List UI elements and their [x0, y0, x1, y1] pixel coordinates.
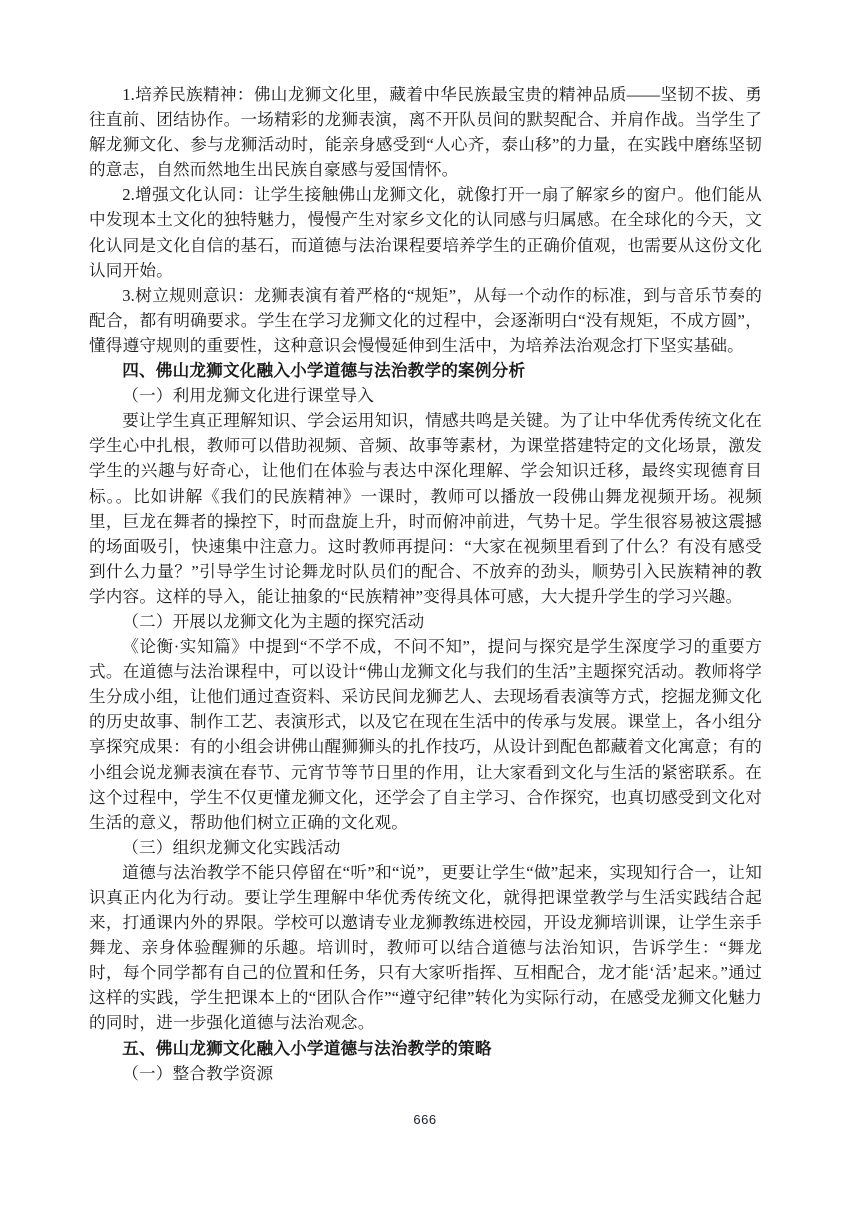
- section-heading: 四、佛山龙狮文化融入小学道德与法治教学的案例分析: [122, 361, 526, 381]
- body-paragraph: 道德与法治教学不能只停留在“听”和“说”，更要让学生“做”起来，实现知行合一，让知识真正内化为行动。要让学生理解中华优秀传统文化，就得把课堂教学与生活实践结合起来，打通课内外的界限。学校可以邀请专业龙狮教练进校园，开设龙狮培训课，让学生亲手舞龙、亲身体验醒狮的乐趣。培训时，教师可以结合道德与法治知识，告诉学生：“舞龙时，每个同学都有自己的位置和任务，只有大家听指挥、互相配合，龙才能‘活’起来。”通过这样的实践，学生把课本上的“团队合作”“遵守纪律”转化为实际行动，在感受龙狮文化魅力的同时，进一步强化道德与法治观念。: [89, 862, 762, 1033]
- subsection-heading: （一）利用龙狮文化进行课堂导入: [122, 386, 375, 406]
- subsection-heading: （一）整合教学资源: [122, 1063, 274, 1083]
- page-number: 666: [413, 1112, 437, 1127]
- section-heading: 五、佛山龙狮文化融入小学道德与法治教学的策略: [122, 1038, 492, 1058]
- body-paragraph: 要让学生真正理解知识、学会运用知识，情感共鸣是关键。为了让中华优秀传统文化在学生心中扎根，教师可以借助视频、音频、故事等素材，为课堂搭建特定的文化场景，激发学生的兴趣与好奇心，让他们在体验与表达中深化理解、学会知识迁移，最终实现德育目标。。比如讲解《我们的民族精神》一课时，教师可以播放一段佛山舞龙视频开场。视频里，巨龙在舞者的操控下，时而盘旋上升，时而俯冲前进，气势十足。学生很容易被这震撼的场面吸引，快速集中注意力。这时教师再提问：“大家在视频里看到了什么？有没有感受到什么力量？”引导学生讨论舞龙时队员们的配合、不放弃的劲头，顺势引入民族精神的教学内容。这样的导入，能让抽象的“民族精神”变得具体可感，大大提升学生的学习兴趣。: [89, 411, 762, 606]
- body-paragraph: 《论衡·实知篇》中提到“不学不成，不问不知”，提问与探究是学生深度学习的重要方式。在道德与法治课程中，可以设计“佛山龙狮文化与我们的生活”主题探究活动。教师将学生分成小组，让他们通过查资料、采访民间龙狮艺人、去现场看表演等方式，挖掘龙狮文化的历史故事、制作工艺、表演形式，以及它在现在生活中的传承与发展。课堂上，各小组分享探究成果：有的小组会讲佛山醒狮狮头的扎作技巧，从设计到配色都藏着文化寓意；有的小组会说龙狮表演在春节、元宵节等节日里的作用，让大家看到文化与生活的紧密联系。在这个过程中，学生不仅更懂龙狮文化，还学会了自主学习、合作探究，也真切感受到文化对生活的意义，帮助他们树立正确的文化观。: [89, 637, 762, 832]
- document-body: [89, 82, 762, 1086]
- subsection-heading: （三）组织龙狮文化实践活动: [122, 837, 341, 857]
- body-paragraph: 1.培养民族精神：佛山龙狮文化里，藏着中华民族最宝贵的精神品质——坚韧不拔、勇往直前、团结协作。一场精彩的龙狮表演，离不开队员间的默契配合、并肩作战。当学生了解龙狮文化、参与龙狮活动时，能亲身感受到“人心齐，泰山移”的力量，在实践中磨练坚韧的意志，自然而然地生出民族自豪感与爱国情怀。: [89, 85, 762, 180]
- subsection-heading: （二）开展以龙狮文化为主题的探究活动: [122, 611, 425, 631]
- body-paragraph: 3.树立规则意识：龙狮表演有着严格的“规矩”，从每一个动作的标准，到与音乐节奏的配合，都有明确要求。学生在学习龙狮文化的过程中，会逐渐明白“没有规矩，不成方圆”，懂得遵守规则的重要性，这种意识会慢慢延伸到生活中，为培养法治观念打下坚实基础。: [89, 285, 762, 355]
- body-paragraph: 2.增强文化认同：让学生接触佛山龙狮文化，就像打开一扇了解家乡的窗户。他们能从中发现本土文化的独特魅力，慢慢产生对家乡文化的认同感与归属感。在全球化的今天，文化认同是文化自信的基石，而道德与法治课程要培养学生的正确价值观，也需要从这份文化认同开始。: [89, 185, 762, 280]
